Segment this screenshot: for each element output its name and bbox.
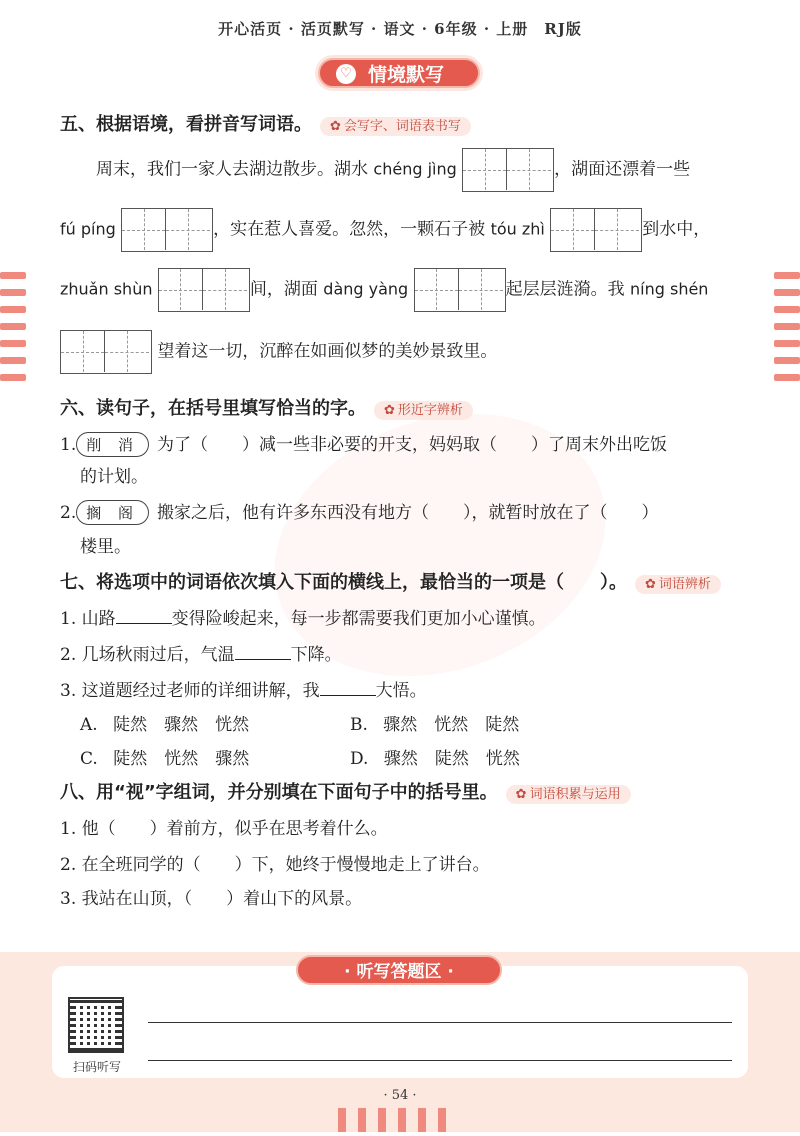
q6-item-2-cont: 楼里。 [80,537,131,557]
section-banner [318,58,480,88]
q7-title [60,568,721,594]
q6-item-1 [60,430,667,457]
q5-l3-text-a: 间，湖面 [249,279,318,300]
q7-sentence-2 [60,640,342,665]
q7-s1-text-a: 1. 山路 [60,609,116,629]
q6-item-2 [60,498,659,525]
q8-title-text: 八、用“视”字组词，并分别填在下面句子中的括号里。 [60,782,498,803]
q5-answer-grid-2[interactable] [121,208,213,252]
qr-label: 扫码听写 [72,1060,121,1074]
q5-line-2 [60,208,710,252]
heart-book-icon: ♡ [336,64,356,84]
q7-s1-text-b: 变得险峻起来，每一步都需要我们更加小心谨慎。 [171,609,546,629]
q6-item-1-char-pair: 削 消 [76,432,149,457]
q5-line-4 [60,330,497,374]
q7-s2-text-b: 下降。 [290,645,342,665]
q5-line-1 [96,148,690,192]
q5-answer-grid-6[interactable] [60,330,152,374]
q5-pinyin-zhuanshun: zhuǎn shùn [60,279,153,299]
page-number: · 54 · [383,1088,417,1103]
q6-title-text: 六、读句子，在括号里填写恰当的字。 [60,398,366,419]
q7-s3-text-a: 3. 这道题经过老师的详细讲解，我 [60,681,320,701]
q8-title [60,778,631,804]
q5-pinyin-chengjing: chéng jìng [373,159,457,179]
q5-pinyin-touzhi: tóu zhì [490,219,545,239]
q7-sentence-3 [60,676,427,701]
q6-item-1-text: 为了（ ）减一些非必要的开支，妈妈取（ ）了周末外出吃饭 [157,435,668,455]
q6-title [60,394,473,420]
section-banner-title: 情境默写 [368,64,445,86]
q5-answer-grid-3[interactable] [550,208,642,252]
q7-blank-2[interactable] [235,643,291,660]
q8-sentence-1: 1. 他（ ）着前方，似乎在思考着什么。 [60,819,388,839]
q5-pinyin-fuping: fú píng [60,219,116,239]
q5-l2-text-b: 到水中， [642,219,711,240]
q8-sentence-3: 3. 我站在山顶，（ ）着山下的风景。 [60,889,363,909]
q6-item-2-text: 搬家之后，他有许多东西没有地方（ ），就暂时放在了（ ） [157,503,659,523]
q8-tag: ✿ 词语积累与运用 [506,785,631,804]
q6-tag: ✿ 形近字辨析 [374,401,473,420]
q7-option-c[interactable]: C. 陡然 恍然 骤然 [80,749,250,769]
left-decor-bars [0,272,26,391]
q6-item-2-number: 2. [60,503,77,523]
q5-pinyin-ningshen: níng shén [630,279,709,299]
q7-s2-text-a: 2. 几场秋雨过后，气温 [60,645,235,665]
dictation-write-line-2[interactable] [148,1060,732,1061]
dictation-write-line-1[interactable] [148,1022,732,1023]
q6-item-1-number: 1. [60,435,77,455]
q7-tag: ✿ 词语辨析 [635,575,721,594]
page-header: 开心活页 · 活页默写 · 语文 · 6年级 · 上册 RJ版 [218,20,582,38]
q5-title [60,110,471,136]
q6-item-1-cont: 的计划。 [80,467,148,487]
q5-l1-text-a: 周末，我们一家人去湖边散步。湖水 [96,159,368,180]
dictation-banner: · 听写答题区 · [296,955,502,985]
q5-answer-grid-4[interactable] [158,268,250,312]
q7-title-text: 七、将选项中的词语依次填入下面的横线上，最恰当的一项是（ ）。 [60,572,627,593]
q5-pinyin-dangyang: dàng yàng [323,279,409,299]
q7-sentence-1 [60,604,546,629]
qr-code-icon[interactable] [68,997,124,1053]
watermark [237,369,642,720]
q5-l2-text-a: ，实在惹人喜爱。忽然，一颗石子被 [213,219,486,240]
q5-title-text: 五、根据语境，看拼音写词语。 [60,114,312,135]
q5-answer-grid-5[interactable] [414,268,506,312]
q7-option-a[interactable]: A. 陡然 骤然 恍然 [80,715,250,735]
q7-s3-text-b: 大悟。 [375,681,427,701]
q7-blank-1[interactable] [116,607,172,624]
q7-option-b[interactable]: B. 骤然 恍然 陡然 [350,715,520,735]
q7-blank-3[interactable] [320,679,376,696]
q5-l3-text-b: 起层层涟漪。我 [505,279,625,300]
q7-option-d[interactable]: D. 骤然 陡然 恍然 [350,749,520,769]
q8-sentence-2: 2. 在全班同学的（ ）下，她终于慢慢地走上了讲台。 [60,855,490,875]
q5-answer-grid-1[interactable] [462,148,554,192]
q5-tag: ✿ 会写字、词语表书写 [320,117,471,136]
q5-line-3 [60,268,708,312]
q6-item-2-char-pair: 搁 阁 [76,500,149,525]
q5-l1-text-b: ，湖面还漂着一些 [554,159,691,180]
bottom-decor-bars [338,1108,458,1132]
q5-l4-text: 望着这一切，沉醉在如画似梦的美妙景致里。 [157,341,498,362]
right-decor-bars [774,272,800,391]
